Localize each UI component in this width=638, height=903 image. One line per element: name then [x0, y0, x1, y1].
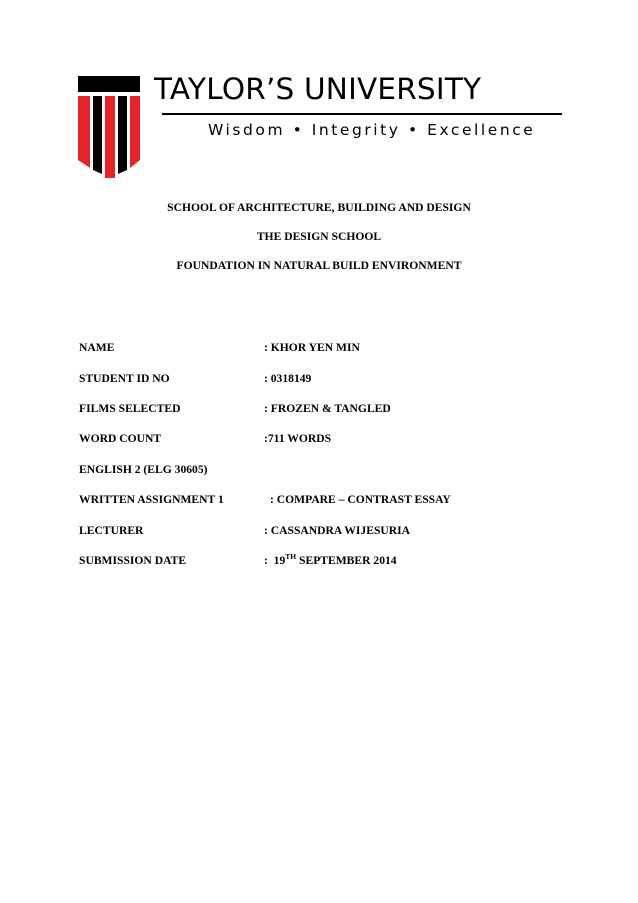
university-crest-icon	[70, 68, 142, 178]
student-id-label: STUDENT ID NO	[79, 372, 170, 385]
submission-day: : 19	[264, 554, 286, 567]
course-label: ENGLISH 2 (ELG 30605)	[79, 463, 208, 476]
university-name: TAYLOR’S UNIVERSITY	[154, 72, 482, 106]
name-value: : KHOR YEN MIN	[264, 341, 360, 354]
assignment-row	[79, 493, 599, 509]
submission-month-year: SEPTEMBER 2014	[296, 554, 397, 567]
student-id-row	[79, 372, 599, 388]
word-count-value: :711 WORDS	[264, 432, 332, 445]
department-heading: THE DESIGN SCHOOL	[256, 230, 382, 243]
name-row	[79, 341, 599, 357]
films-label: FILMS SELECTED	[79, 402, 181, 415]
university-motto: Wisdom • Integrity • Excellence	[208, 121, 536, 139]
films-row	[79, 402, 599, 418]
lecturer-label: LECTURER	[79, 524, 144, 537]
word-count-label: WORD COUNT	[79, 432, 162, 445]
programme-heading: FOUNDATION IN NATURAL BUILD ENVIRONMENT	[176, 259, 462, 272]
assignment-label: WRITTEN ASSIGNMENT 1	[79, 493, 224, 506]
submission-value	[264, 554, 397, 568]
submission-label: SUBMISSION DATE	[79, 554, 187, 567]
lecturer-value: : CASSANDRA WIJESURIA	[264, 524, 411, 537]
logo-divider	[162, 113, 562, 115]
school-heading: SCHOOL OF ARCHITECTURE, BUILDING AND DESIGN	[167, 201, 471, 214]
assignment-value: : COMPARE – CONTRAST ESSAY	[270, 493, 451, 506]
university-logo	[70, 68, 570, 178]
submission-row	[79, 554, 599, 570]
word-count-row	[79, 432, 599, 448]
student-id-value: : 0318149	[264, 372, 312, 385]
lecturer-row	[79, 524, 599, 540]
course-row	[79, 463, 599, 479]
films-value: : FROZEN & TANGLED	[264, 402, 391, 415]
submission-ordinal: TH	[285, 552, 297, 561]
name-label: NAME	[79, 341, 115, 354]
